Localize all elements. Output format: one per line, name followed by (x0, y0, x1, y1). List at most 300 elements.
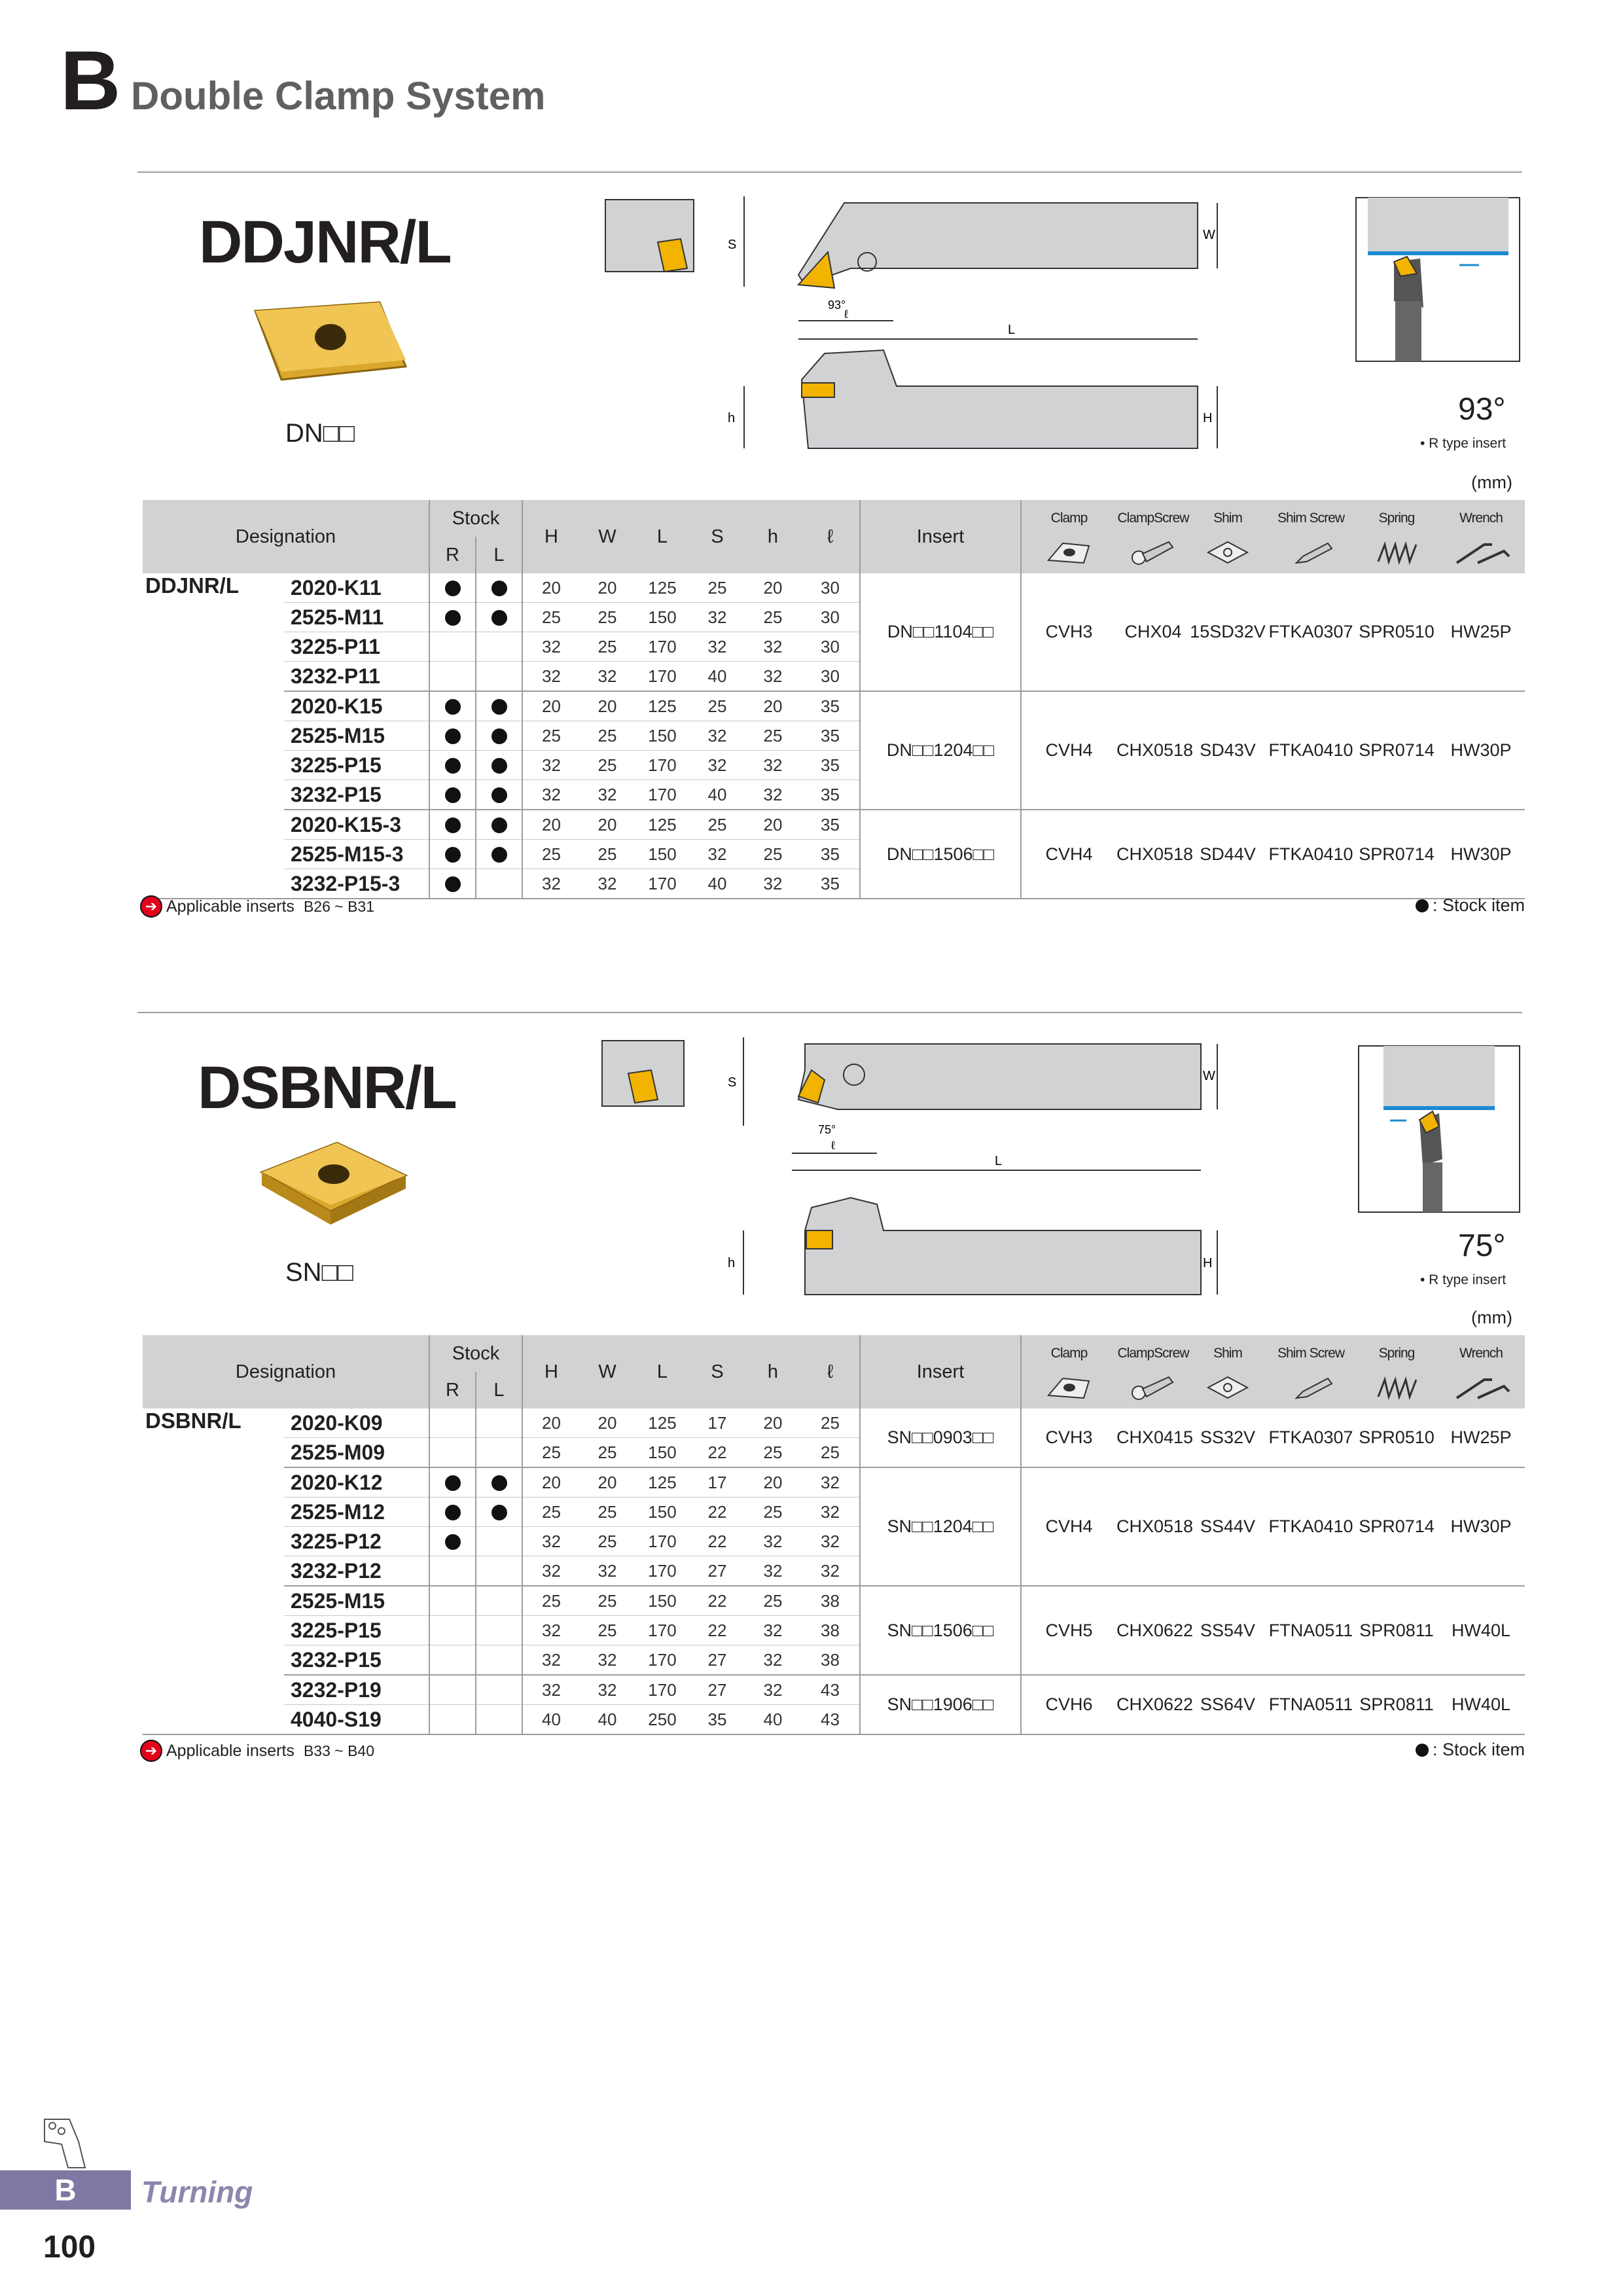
applicable-inserts-note (140, 895, 374, 918)
shimscrew-cell: FTKA0410 (1266, 810, 1356, 899)
dim-s-cell: 25 (690, 810, 745, 840)
dim-s-cell: 17 (690, 1467, 745, 1498)
clampscrew-cell: CHX0415 (1116, 1408, 1190, 1467)
stock-r-cell (429, 869, 476, 899)
clamp-header: Clamp (1021, 1335, 1116, 1372)
stock-dot-icon (445, 847, 461, 863)
dim-s-cell: 40 (690, 869, 745, 899)
stock-r-cell (429, 662, 476, 692)
dim-l-cell: 170 (635, 1556, 690, 1587)
ell-label: ℓ (844, 308, 848, 321)
stock-r-cell (429, 573, 476, 603)
shimscrew-icon (1266, 537, 1356, 573)
stock-dot-icon (445, 728, 461, 744)
dim-w-cell: 25 (580, 840, 635, 869)
angle-label: 93° (828, 298, 846, 312)
dim-ell-cell: 35 (801, 780, 860, 810)
stock-r-cell (429, 840, 476, 869)
table-row (143, 1467, 1525, 1498)
stock-dot-icon (491, 581, 507, 596)
dim-h-cell: 32 (522, 1675, 580, 1705)
spring-icon (1356, 537, 1437, 573)
clamp-cell: CVH3 (1021, 1408, 1116, 1467)
designation-cell: 3232-P15 (284, 780, 429, 810)
dim-ell-cell: 38 (801, 1616, 860, 1645)
designation-header: Designation (143, 1335, 429, 1408)
spring-cell: SPR0714 (1356, 691, 1437, 810)
dim-w-cell: 25 (580, 721, 635, 751)
insert-caption: SN□□ (285, 1258, 353, 1287)
dim-w-cell: 32 (580, 1645, 635, 1676)
model-label: DSBNR/L (143, 1408, 284, 1734)
table-row (143, 691, 1525, 721)
dim-s-label: S (728, 1075, 737, 1090)
dim-ell-cell: 25 (801, 1408, 860, 1438)
dim-header-l: L (635, 1335, 690, 1408)
dim-l-cell: 170 (635, 869, 690, 899)
dim-w-cell: 32 (580, 1675, 635, 1705)
shimscrew-cell: FTNA0511 (1266, 1586, 1356, 1675)
dim-l-cell: 150 (635, 1586, 690, 1616)
stock-l-cell (476, 1675, 522, 1705)
stock-l-cell (476, 1616, 522, 1645)
dim-l-cell: 170 (635, 780, 690, 810)
dim-w-cell: 20 (580, 1467, 635, 1498)
dim-w-cell: 25 (580, 751, 635, 780)
dim-h-cell: 20 (522, 1408, 580, 1438)
dim-hsmall-cell: 32 (745, 662, 801, 692)
dim-hsmall-cell: 32 (745, 1616, 801, 1645)
shimscrew-cell: FTKA0307 (1266, 1408, 1356, 1467)
stock-l-cell (476, 869, 522, 899)
shim-cell: SS44V (1190, 1467, 1266, 1586)
wrench-icon (1437, 1372, 1525, 1408)
dim-l-cell: 170 (635, 632, 690, 662)
dim-l-cell: 150 (635, 721, 690, 751)
table-row (143, 573, 1525, 603)
dim-l-cell: 170 (635, 662, 690, 692)
dim-s-cell: 27 (690, 1556, 745, 1587)
stock-dot-icon (445, 610, 461, 626)
ell-label: ℓ (831, 1139, 835, 1152)
dim-h-cell: 25 (522, 1498, 580, 1527)
stock-r-cell (429, 721, 476, 751)
designation-cell: 3225-P15 (284, 1616, 429, 1645)
insert-type-note: • R type insert (1420, 436, 1507, 451)
dim-s-cell: 32 (690, 632, 745, 662)
dim-s-cell: 32 (690, 751, 745, 780)
dim-w-cell: 25 (580, 1438, 635, 1468)
toolholder-diagram (589, 1034, 1243, 1309)
insert-caption: DN□□ (285, 419, 355, 448)
dim-s-cell: 27 (690, 1645, 745, 1676)
angle-label: 75° (818, 1123, 836, 1136)
wrench-header: Wrench (1437, 1335, 1525, 1372)
stock-dot-icon (445, 817, 461, 833)
designation-cell: 2525-M15 (284, 721, 429, 751)
dim-ell-cell: 32 (801, 1467, 860, 1498)
divider-line (137, 1012, 1522, 1013)
dim-hsmall-cell: 32 (745, 1556, 801, 1587)
dim-hsmall-cell: 32 (745, 1527, 801, 1556)
dim-l-cell: 125 (635, 573, 690, 603)
dim-hsmall-cell: 20 (745, 1467, 801, 1498)
dim-ell-cell: 35 (801, 840, 860, 869)
designation-cell: 3232-P12 (284, 1556, 429, 1587)
stock-dot-icon (491, 787, 507, 803)
model-title: DDJNR/L (199, 209, 451, 276)
shimscrew-cell: FTNA0511 (1266, 1675, 1356, 1734)
clamp-cell: CVH4 (1021, 810, 1116, 899)
dim-h-cell: 25 (522, 603, 580, 632)
stock-l-cell (476, 1467, 522, 1498)
stock-r-cell (429, 1586, 476, 1616)
spring-header: Spring (1356, 1335, 1437, 1372)
designation-cell: 2020-K15 (284, 691, 429, 721)
stock-r-cell (429, 1556, 476, 1587)
dim-h-cell: 20 (522, 1467, 580, 1498)
stock-l-cell (476, 1705, 522, 1735)
dim-h-cell: 32 (522, 1645, 580, 1676)
designation-cell: 4040-S19 (284, 1705, 429, 1735)
dim-s-cell: 22 (690, 1498, 745, 1527)
stock-r-cell (429, 1616, 476, 1645)
clamp-cell: CVH6 (1021, 1675, 1116, 1734)
insert-header: Insert (860, 500, 1021, 573)
dim-header-hsmall: h (745, 500, 801, 573)
dim-ell-cell: 30 (801, 603, 860, 632)
applicable-range-link[interactable]: B33 ~ B40 (303, 1742, 374, 1759)
wrench-header: Wrench (1437, 500, 1525, 537)
dim-l-cell: 125 (635, 691, 690, 721)
stock-l-header: L (476, 537, 522, 573)
shim-cell: 15SD32V (1190, 573, 1266, 691)
stock-dot-icon (491, 847, 507, 863)
spring-cell: SPR0510 (1356, 1408, 1437, 1467)
dim-h-cell: 25 (522, 1586, 580, 1616)
stock-r-cell (429, 810, 476, 840)
shim-cell: SS54V (1190, 1586, 1266, 1675)
stock-l-cell (476, 632, 522, 662)
stock-l-cell (476, 691, 522, 721)
dim-header-ell: ℓ (801, 1335, 860, 1408)
dim-ell-cell: 30 (801, 573, 860, 603)
insert-header: Insert (860, 1335, 1021, 1408)
dim-h-cell: 25 (522, 840, 580, 869)
approach-angle: 93° (1458, 392, 1506, 427)
clampscrew-cell: CHX04 (1116, 573, 1190, 691)
arrow-right-icon: ➔ (140, 895, 162, 918)
spring-cell: SPR0714 (1356, 1467, 1437, 1586)
wrench-cell: HW40L (1437, 1675, 1525, 1734)
wrench-cell: HW30P (1437, 1467, 1525, 1586)
shimscrew-header: Shim Screw (1266, 500, 1356, 537)
spring-header: Spring (1356, 500, 1437, 537)
stock-dot-icon (445, 1475, 461, 1491)
dim-hsmall-cell: 25 (745, 1498, 801, 1527)
unit-label: (mm) (1471, 1308, 1512, 1327)
dim-s-cell: 22 (690, 1438, 745, 1468)
clampscrew-cell: CHX0518 (1116, 691, 1190, 810)
dim-l-cell: 170 (635, 1645, 690, 1676)
model-title: DSBNR/L (198, 1054, 456, 1121)
stock-r-cell (429, 1675, 476, 1705)
shim-cell: SS64V (1190, 1675, 1266, 1734)
dim-h-cell: 32 (522, 780, 580, 810)
designation-header: Designation (143, 500, 429, 573)
wrench-cell: HW25P (1437, 573, 1525, 691)
stock-l-cell (476, 1498, 522, 1527)
stock-r-cell (429, 751, 476, 780)
dim-header-h: H (522, 1335, 580, 1408)
clampscrew-cell: CHX0622 (1116, 1586, 1190, 1675)
stock-dot-icon (445, 699, 461, 715)
wrench-icon (1437, 537, 1525, 573)
dim-ell-cell: 35 (801, 810, 860, 840)
model-label: DDJNR/L (143, 573, 284, 899)
dim-ell-cell: 35 (801, 751, 860, 780)
stock-l-cell (476, 1645, 522, 1676)
clampscrew-cell: CHX0622 (1116, 1675, 1190, 1734)
insert-cell: SN□□1906□□ (860, 1675, 1021, 1734)
clamp-icon (1021, 1372, 1116, 1408)
dim-w-cell: 25 (580, 632, 635, 662)
dim-ell-cell: 30 (801, 662, 860, 692)
stock-r-header: R (429, 1372, 476, 1408)
dim-h-label: H (1203, 1256, 1213, 1270)
stock-l-header: L (476, 1372, 522, 1408)
designation-cell: 2525-M15 (284, 1586, 429, 1616)
stock-l-cell (476, 780, 522, 810)
dim-ell-cell: 38 (801, 1645, 860, 1676)
dim-hsmall-cell: 20 (745, 573, 801, 603)
table-row (143, 1675, 1525, 1705)
dim-w-cell: 20 (580, 573, 635, 603)
dim-h-cell: 32 (522, 1527, 580, 1556)
dim-l-cell: 170 (635, 751, 690, 780)
designation-cell: 2525-M11 (284, 603, 429, 632)
dim-h-cell: 25 (522, 721, 580, 751)
clamp-cell: CVH3 (1021, 573, 1116, 691)
designation-cell: 3225-P12 (284, 1527, 429, 1556)
dim-s-cell: 22 (690, 1527, 745, 1556)
dim-w-cell: 20 (580, 1408, 635, 1438)
dim-h-cell: 32 (522, 662, 580, 692)
dim-h-cell: 20 (522, 810, 580, 840)
dim-s-cell: 27 (690, 1675, 745, 1705)
dim-ell-cell: 30 (801, 632, 860, 662)
dim-w-cell: 25 (580, 603, 635, 632)
dim-header-l: L (635, 500, 690, 573)
dim-ell-cell: 43 (801, 1675, 860, 1705)
clamp-cell: CVH5 (1021, 1586, 1116, 1675)
stock-legend-text: : Stock item (1432, 1740, 1525, 1759)
dim-l-cell: 170 (635, 1675, 690, 1705)
dim-h-cell: 20 (522, 691, 580, 721)
stock-legend-text: : Stock item (1432, 895, 1525, 915)
shim-icon (1190, 1372, 1266, 1408)
dim-s-cell: 32 (690, 721, 745, 751)
dim-header-ell: ℓ (801, 500, 860, 573)
dim-header-w: W (580, 1335, 635, 1408)
dim-s-cell: 22 (690, 1586, 745, 1616)
designation-cell: 3232-P11 (284, 662, 429, 692)
dim-ell-cell: 38 (801, 1586, 860, 1616)
designation-cell: 3232-P15-3 (284, 869, 429, 899)
dim-h-cell: 25 (522, 1438, 580, 1468)
designation-cell: 2525-M15-3 (284, 840, 429, 869)
stock-dot-icon (491, 699, 507, 715)
shimscrew-cell: FTKA0410 (1266, 1467, 1356, 1586)
dim-w-cell: 25 (580, 1586, 635, 1616)
wrench-cell: HW30P (1437, 810, 1525, 899)
stock-l-cell (476, 840, 522, 869)
spring-cell: SPR0714 (1356, 810, 1437, 899)
insert-type-note: • R type insert (1420, 1272, 1507, 1287)
dim-ell-cell: 43 (801, 1705, 860, 1735)
designation-cell: 2525-M09 (284, 1438, 429, 1468)
stock-l-cell (476, 751, 522, 780)
stock-dot-icon (445, 876, 461, 892)
stock-dot-icon (491, 610, 507, 626)
arrow-right-icon: ➔ (140, 1740, 162, 1762)
designation-cell: 3225-P15 (284, 751, 429, 780)
clamp-icon (1021, 537, 1116, 573)
dim-l-cell: 150 (635, 1438, 690, 1468)
dim-hsmall-cell: 25 (745, 721, 801, 751)
stock-r-cell (429, 1705, 476, 1735)
section-letter: B (60, 34, 120, 128)
dim-hsmall-cell: 40 (745, 1705, 801, 1735)
dim-hsmall-cell: 32 (745, 869, 801, 899)
stock-dot-icon (445, 581, 461, 596)
designation-cell: 2020-K12 (284, 1467, 429, 1498)
stock-dot-icon (445, 1534, 461, 1550)
section-tab-label: Turning (141, 2175, 253, 2209)
applicable-inserts-note (140, 1740, 374, 1762)
shim-cell: SS32V (1190, 1408, 1266, 1467)
spring-icon (1356, 1372, 1437, 1408)
stock-r-cell (429, 1527, 476, 1556)
clampscrew-cell: CHX0518 (1116, 1467, 1190, 1586)
clampscrew-cell: CHX0518 (1116, 810, 1190, 899)
dim-header-w: W (580, 500, 635, 573)
stock-legend (1416, 1740, 1525, 1760)
dim-hsmall-cell: 20 (745, 691, 801, 721)
dim-w-cell: 25 (580, 1616, 635, 1645)
dim-s-cell: 35 (690, 1705, 745, 1735)
dim-l-cell: 170 (635, 1616, 690, 1645)
stock-dot-icon (445, 758, 461, 774)
stock-r-cell (429, 691, 476, 721)
designation-cell: 2020-K09 (284, 1408, 429, 1438)
dim-s-cell: 32 (690, 603, 745, 632)
stock-r-cell (429, 1498, 476, 1527)
dim-w-cell: 32 (580, 780, 635, 810)
dim-ell-cell: 25 (801, 1438, 860, 1468)
clamp-cell: CVH4 (1021, 691, 1116, 810)
table-row (143, 1408, 1525, 1438)
dim-ell-cell: 35 (801, 869, 860, 899)
divider-line (137, 171, 1522, 173)
stock-dot-icon (491, 817, 507, 833)
wrench-cell: HW40L (1437, 1586, 1525, 1675)
dim-h-label: H (1203, 411, 1213, 425)
spring-cell: SPR0811 (1356, 1586, 1437, 1675)
wrench-cell: HW25P (1437, 1408, 1525, 1467)
dim-l-cell: 150 (635, 1498, 690, 1527)
shim-cell: SD44V (1190, 810, 1266, 899)
dim-s-cell: 22 (690, 1616, 745, 1645)
dim-hsmall-cell: 25 (745, 840, 801, 869)
clampscrew-icon (1116, 1372, 1190, 1408)
dim-w-cell: 32 (580, 662, 635, 692)
insert-image-dn (242, 288, 419, 393)
stock-dot-icon (491, 1505, 507, 1520)
dim-ell-cell: 35 (801, 721, 860, 751)
designation-cell: 3232-P15 (284, 1645, 429, 1676)
toolholder-diagram (602, 190, 1257, 465)
insert-cell: DN□□1204□□ (860, 691, 1021, 810)
dim-h-cell: 32 (522, 1616, 580, 1645)
dim-s-cell: 40 (690, 662, 745, 692)
dim-ell-cell: 35 (801, 691, 860, 721)
stock-dot-icon (491, 728, 507, 744)
dim-hsmall-cell: 25 (745, 603, 801, 632)
stock-r-cell (429, 780, 476, 810)
approach-angle: 75° (1458, 1229, 1506, 1263)
stock-l-cell (476, 1527, 522, 1556)
stock-r-cell (429, 632, 476, 662)
table-row (143, 810, 1525, 840)
designation-cell: 2525-M12 (284, 1498, 429, 1527)
clampscrew-header: ClampScrew (1116, 1335, 1190, 1372)
designation-cell: 3232-P19 (284, 1675, 429, 1705)
dim-s-cell: 40 (690, 780, 745, 810)
clamp-cell: CVH4 (1021, 1467, 1116, 1586)
stock-l-cell (476, 1438, 522, 1468)
stock-dot-icon (1416, 899, 1429, 912)
stock-legend (1416, 895, 1525, 916)
dim-h-cell: 32 (522, 1556, 580, 1587)
applicable-range-link[interactable]: B26 ~ B31 (303, 897, 374, 915)
dim-w-cell: 40 (580, 1705, 635, 1735)
table-row (143, 1586, 1525, 1616)
section-tab[interactable]: B (0, 2170, 131, 2210)
dim-s-cell: 25 (690, 573, 745, 603)
dim-header-s: S (690, 500, 745, 573)
spring-cell: SPR0510 (1356, 573, 1437, 691)
dim-s-cell: 17 (690, 1408, 745, 1438)
stock-r-cell (429, 1438, 476, 1468)
dim-h-cell: 32 (522, 632, 580, 662)
dim-hsmall-cell: 32 (745, 780, 801, 810)
dim-hsmall-cell: 20 (745, 1408, 801, 1438)
dim-w-cell: 32 (580, 869, 635, 899)
dim-hsmall-cell: 25 (745, 1438, 801, 1468)
stock-l-cell (476, 573, 522, 603)
dim-l-label: L (995, 1154, 1003, 1168)
dim-l-cell: 125 (635, 810, 690, 840)
stock-l-cell (476, 721, 522, 751)
dim-hsmall-cell: 32 (745, 1675, 801, 1705)
shimscrew-cell: FTKA0307 (1266, 573, 1356, 691)
stock-r-header: R (429, 537, 476, 573)
dim-s-cell: 32 (690, 840, 745, 869)
application-diagram (1357, 1045, 1521, 1213)
dim-hsmall-cell: 32 (745, 1645, 801, 1676)
application-diagram (1355, 196, 1522, 367)
